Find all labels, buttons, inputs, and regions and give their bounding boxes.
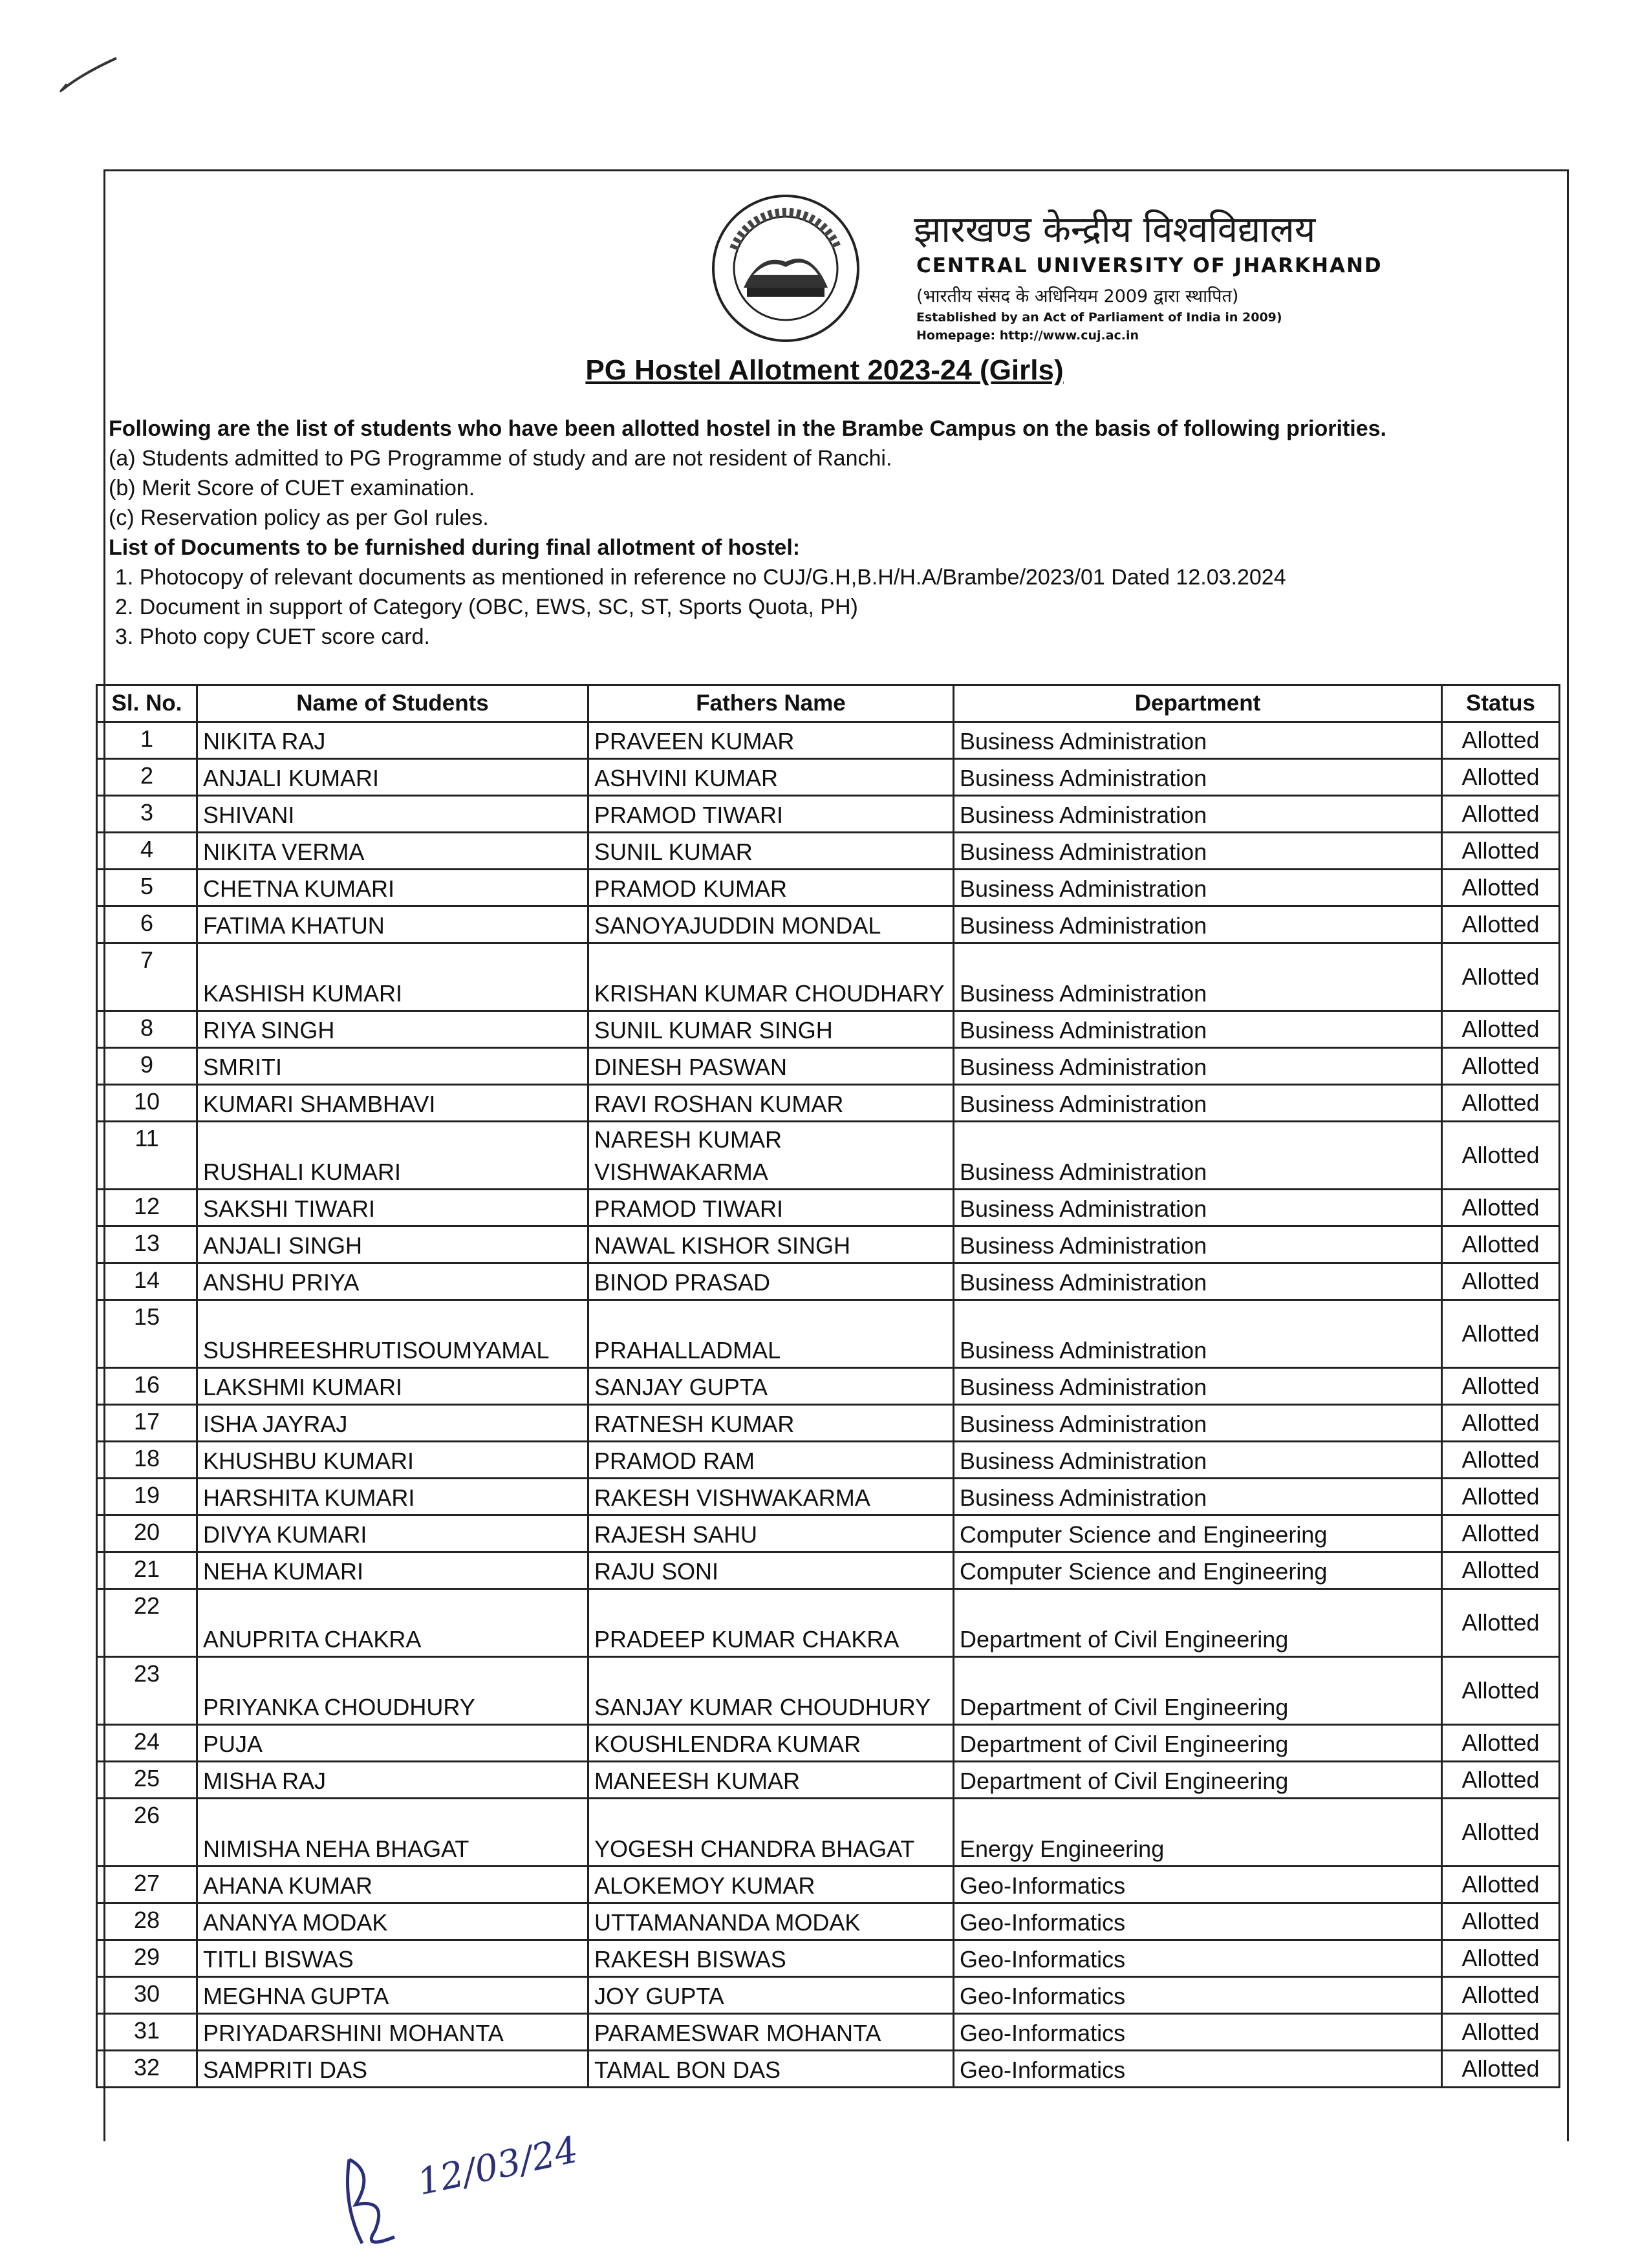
- cell-status: Allotted: [1442, 1190, 1560, 1226]
- cell-status: Allotted: [1442, 1011, 1560, 1048]
- table-row: [97, 1799, 1560, 1867]
- table-row: [97, 1122, 1560, 1190]
- table-row: [97, 1903, 1560, 1940]
- cell-sl-no: 11: [97, 1122, 197, 1190]
- cell-department: Geo-Informatics: [954, 1977, 1442, 2014]
- table-body: [97, 722, 1560, 2088]
- cell-student-name: NIKITA RAJ: [197, 722, 588, 759]
- establishment-act-hindi: (भारतीय संसद के अधिनियम 2009 द्वारा स्थापित): [916, 286, 1239, 306]
- cell-sl-no: 32: [97, 2051, 197, 2088]
- cell-student-name: KHUSHBU KUMARI: [197, 1442, 588, 1479]
- cell-student-name: PUJA: [197, 1725, 588, 1762]
- cell-father-name: MANEESH KUMAR: [588, 1762, 954, 1799]
- cell-sl-no: 16: [97, 1368, 197, 1405]
- table-row: [97, 1085, 1560, 1122]
- cell-status: Allotted: [1442, 1725, 1560, 1762]
- cell-father-name: PRAVEEN KUMAR: [588, 722, 954, 759]
- cell-sl-no: 13: [97, 1226, 197, 1263]
- cell-father-name: PRAMOD RAM: [588, 1442, 954, 1479]
- cell-father-name: RAKESH BISWAS: [588, 1940, 954, 1977]
- cell-department: Business Administration: [954, 1122, 1442, 1190]
- cell-student-name: ANUPRITA CHAKRA: [197, 1589, 588, 1657]
- table-row: [97, 759, 1560, 796]
- cell-department: Computer Science and Engineering: [954, 1515, 1442, 1552]
- cell-father-name: BINOD PRASAD: [588, 1263, 954, 1300]
- cell-sl-no: 14: [97, 1263, 197, 1300]
- allotment-table: [96, 684, 1560, 2088]
- table-row: [97, 2051, 1560, 2088]
- table-header-row: [97, 685, 1560, 722]
- cell-status: Allotted: [1442, 1903, 1560, 1940]
- page-title: PG Hostel Allotment 2023-24 (Girls): [585, 354, 1064, 386]
- pen-mark-icon: [55, 52, 126, 97]
- priority-a: (a) Students admitted to PG Programme of study and are not resident of Ranchi.: [109, 446, 892, 471]
- cell-father-name: PRADEEP KUMAR CHAKRA: [588, 1589, 954, 1657]
- cell-sl-no: 28: [97, 1903, 197, 1940]
- cell-status: Allotted: [1442, 943, 1560, 1011]
- table-row: [97, 1048, 1560, 1085]
- cell-student-name: SUSHREESHRUTISOUMYAMAL: [197, 1300, 588, 1368]
- cell-student-name: ANANYA MODAK: [197, 1903, 588, 1940]
- cell-student-name: NEHA KUMARI: [197, 1552, 588, 1589]
- table-row: [97, 1263, 1560, 1300]
- cell-status: Allotted: [1442, 759, 1560, 796]
- cell-status: Allotted: [1442, 870, 1560, 906]
- cell-department: Business Administration: [954, 833, 1442, 870]
- cell-father-name: NAWAL KISHOR SINGH: [588, 1226, 954, 1263]
- priority-c: (c) Reservation policy as per GoI rules.: [109, 506, 489, 530]
- cell-department: Business Administration: [954, 1085, 1442, 1122]
- cell-status: Allotted: [1442, 1867, 1560, 1903]
- table-row: [97, 1762, 1560, 1799]
- table-row: [97, 833, 1560, 870]
- cell-father-name: RAVI ROSHAN KUMAR: [588, 1085, 954, 1122]
- cell-sl-no: 20: [97, 1515, 197, 1552]
- university-seal-icon: [708, 191, 863, 346]
- cell-sl-no: 6: [97, 906, 197, 943]
- intro-section: [109, 414, 1557, 652]
- cell-student-name: ISHA JAYRAJ: [197, 1405, 588, 1442]
- cell-department: Business Administration: [954, 1300, 1442, 1368]
- cell-father-name: RAKESH VISHWAKARMA: [588, 1479, 954, 1515]
- cell-sl-no: 21: [97, 1552, 197, 1589]
- cell-department: Energy Engineering: [954, 1799, 1442, 1867]
- cell-father-name: KRISHAN KUMAR CHOUDHARY: [588, 943, 954, 1011]
- table-row: [97, 1442, 1560, 1479]
- cell-status: Allotted: [1442, 1515, 1560, 1552]
- table-row: [97, 1300, 1560, 1368]
- cell-student-name: HARSHITA KUMARI: [197, 1479, 588, 1515]
- cell-student-name: MISHA RAJ: [197, 1762, 588, 1799]
- table-row: [97, 722, 1560, 759]
- cell-student-name: PRIYADARSHINI MOHANTA: [197, 2014, 588, 2051]
- cell-status: Allotted: [1442, 1977, 1560, 2014]
- table-row: [97, 1589, 1560, 1657]
- cell-father-name: RAJU SONI: [588, 1552, 954, 1589]
- cell-father-name: PRAMOD TIWARI: [588, 796, 954, 833]
- cell-status: Allotted: [1442, 906, 1560, 943]
- cell-father-name: SANJAY KUMAR CHOUDHURY: [588, 1657, 954, 1725]
- cell-status: Allotted: [1442, 1762, 1560, 1799]
- table-row: [97, 1479, 1560, 1515]
- table-row: [97, 1368, 1560, 1405]
- cell-status: Allotted: [1442, 1799, 1560, 1867]
- cell-department: Department of Civil Engineering: [954, 1589, 1442, 1657]
- cell-department: Business Administration: [954, 1479, 1442, 1515]
- table-row: [97, 1515, 1560, 1552]
- cell-student-name: KUMARI SHAMBHAVI: [197, 1085, 588, 1122]
- cell-department: Department of Civil Engineering: [954, 1762, 1442, 1799]
- cell-department: Business Administration: [954, 1263, 1442, 1300]
- cell-student-name: LAKSHMI KUMARI: [197, 1368, 588, 1405]
- cell-student-name: SAKSHI TIWARI: [197, 1190, 588, 1226]
- documents-heading: List of Documents to be furnished during final allotment of hostel:: [109, 535, 801, 560]
- cell-sl-no: 10: [97, 1085, 197, 1122]
- cell-department: Business Administration: [954, 1011, 1442, 1048]
- university-header: [708, 191, 1419, 352]
- cell-student-name: AHANA KUMAR: [197, 1867, 588, 1903]
- cell-father-name: RAJESH SAHU: [588, 1515, 954, 1552]
- cell-sl-no: 18: [97, 1442, 197, 1479]
- cell-sl-no: 29: [97, 1940, 197, 1977]
- cell-sl-no: 7: [97, 943, 197, 1011]
- cell-student-name: FATIMA KHATUN: [197, 906, 588, 943]
- cell-sl-no: 23: [97, 1657, 197, 1725]
- cell-department: Computer Science and Engineering: [954, 1552, 1442, 1589]
- cell-sl-no: 2: [97, 759, 197, 796]
- cell-sl-no: 24: [97, 1725, 197, 1762]
- cell-student-name: ANJALI SINGH: [197, 1226, 588, 1263]
- cell-father-name: ALOKEMOY KUMAR: [588, 1867, 954, 1903]
- cell-student-name: RIYA SINGH: [197, 1011, 588, 1048]
- cell-status: Allotted: [1442, 2014, 1560, 2051]
- cell-sl-no: 25: [97, 1762, 197, 1799]
- document-item-2: 2. Document in support of Category (OBC, EWS, SC, ST, Sports Quota, PH): [115, 595, 858, 619]
- cell-status: Allotted: [1442, 1226, 1560, 1263]
- cell-sl-no: 19: [97, 1479, 197, 1515]
- cell-sl-no: 1: [97, 722, 197, 759]
- cell-student-name: CHETNA KUMARI: [197, 870, 588, 906]
- cell-department: Business Administration: [954, 1190, 1442, 1226]
- table-row: [97, 1725, 1560, 1762]
- table-row: [97, 1867, 1560, 1903]
- cell-father-name: PRAMOD KUMAR: [588, 870, 954, 906]
- cell-student-name: SHIVANI: [197, 796, 588, 833]
- cell-father-name: SANOYAJUDDIN MONDAL: [588, 906, 954, 943]
- cell-status: Allotted: [1442, 1552, 1560, 1589]
- cell-status: Allotted: [1442, 1368, 1560, 1405]
- cell-student-name: DIVYA KUMARI: [197, 1515, 588, 1552]
- table-row: [97, 870, 1560, 906]
- cell-status: Allotted: [1442, 1122, 1560, 1190]
- cell-sl-no: 27: [97, 1867, 197, 1903]
- cell-sl-no: 22: [97, 1589, 197, 1657]
- cell-father-name: DINESH PASWAN: [588, 1048, 954, 1085]
- table-row: [97, 2014, 1560, 2051]
- cell-department: Business Administration: [954, 722, 1442, 759]
- header-student-name: Name of Students: [197, 685, 588, 722]
- table-row: [97, 796, 1560, 833]
- cell-father-name: TAMAL BON DAS: [588, 2051, 954, 2088]
- cell-sl-no: 15: [97, 1300, 197, 1368]
- cell-student-name: ANSHU PRIYA: [197, 1263, 588, 1300]
- cell-status: Allotted: [1442, 1048, 1560, 1085]
- table-row: [97, 943, 1560, 1011]
- intro-lead: Following are the list of students who have been allotted hostel in the Brambe Campus on the basis of following priorities.: [109, 416, 1386, 441]
- cell-sl-no: 26: [97, 1799, 197, 1867]
- cell-status: Allotted: [1442, 2051, 1560, 2088]
- university-name-hindi: झारखण्ड केन्द्रीय विश्वविद्यालय: [914, 209, 1316, 251]
- cell-department: Geo-Informatics: [954, 1940, 1442, 1977]
- cell-father-name: YOGESH CHANDRA BHAGAT: [588, 1799, 954, 1867]
- cell-student-name: RUSHALI KUMARI: [197, 1122, 588, 1190]
- cell-department: Department of Civil Engineering: [954, 1657, 1442, 1725]
- homepage-url: Homepage: http://www.cuj.ac.in: [916, 328, 1139, 343]
- cell-department: Business Administration: [954, 1368, 1442, 1405]
- cell-department: Business Administration: [954, 1048, 1442, 1085]
- cell-student-name: NIKITA VERMA: [197, 833, 588, 870]
- cell-father-name: SANJAY GUPTA: [588, 1368, 954, 1405]
- cell-sl-no: 9: [97, 1048, 197, 1085]
- cell-student-name: MEGHNA GUPTA: [197, 1977, 588, 2014]
- cell-status: Allotted: [1442, 1263, 1560, 1300]
- table-row: [97, 1552, 1560, 1589]
- cell-father-name: NARESH KUMAR VISHWAKARMA: [588, 1122, 954, 1190]
- document-item-3: 3. Photo copy CUET score card.: [115, 625, 430, 649]
- cell-student-name: NIMISHA NEHA BHAGAT: [197, 1799, 588, 1867]
- cell-sl-no: 12: [97, 1190, 197, 1226]
- cell-status: Allotted: [1442, 833, 1560, 870]
- cell-department: Geo-Informatics: [954, 2014, 1442, 2051]
- cell-department: Business Administration: [954, 1226, 1442, 1263]
- cell-department: Geo-Informatics: [954, 1867, 1442, 1903]
- cell-department: Business Administration: [954, 943, 1442, 1011]
- establishment-note: Established by an Act of Parliament of India in 2009): [916, 310, 1282, 325]
- cell-sl-no: 31: [97, 2014, 197, 2051]
- table-row: [97, 1657, 1560, 1725]
- cell-status: Allotted: [1442, 1940, 1560, 1977]
- header-status: Status: [1442, 685, 1560, 722]
- cell-sl-no: 17: [97, 1405, 197, 1442]
- cell-father-name: PARAMESWAR MOHANTA: [588, 2014, 954, 2051]
- signature-date: 12/03/24: [414, 2128, 582, 2204]
- cell-student-name: SAMPRITI DAS: [197, 2051, 588, 2088]
- cell-father-name: UTTAMANANDA MODAK: [588, 1903, 954, 1940]
- cell-status: Allotted: [1442, 1589, 1560, 1657]
- cell-sl-no: 8: [97, 1011, 197, 1048]
- table-row: [97, 906, 1560, 943]
- cell-father-name: ASHVINI KUMAR: [588, 759, 954, 796]
- cell-sl-no: 3: [97, 796, 197, 833]
- cell-department: Geo-Informatics: [954, 2051, 1442, 2088]
- cell-status: Allotted: [1442, 1657, 1560, 1725]
- cell-father-name: RATNESH KUMAR: [588, 1405, 954, 1442]
- cell-status: Allotted: [1442, 1300, 1560, 1368]
- cell-sl-no: 4: [97, 833, 197, 870]
- university-name-english: CENTRAL UNIVERSITY OF JHARKHAND: [916, 254, 1383, 277]
- header-department: Department: [954, 685, 1442, 722]
- cell-status: Allotted: [1442, 796, 1560, 833]
- cell-father-name: KOUSHLENDRA KUMAR: [588, 1725, 954, 1762]
- cell-sl-no: 5: [97, 870, 197, 906]
- cell-student-name: ANJALI KUMARI: [197, 759, 588, 796]
- cell-father-name: PRAMOD TIWARI: [588, 1190, 954, 1226]
- cell-department: Geo-Informatics: [954, 1903, 1442, 1940]
- cell-status: Allotted: [1442, 1085, 1560, 1122]
- header-sl-no: Sl. No.: [97, 685, 197, 722]
- table-row: [97, 1226, 1560, 1263]
- cell-student-name: PRIYANKA CHOUDHURY: [197, 1657, 588, 1725]
- cell-status: Allotted: [1442, 1405, 1560, 1442]
- header-father-name: Fathers Name: [588, 685, 954, 722]
- cell-father-name: SUNIL KUMAR SINGH: [588, 1011, 954, 1048]
- cell-father-name: SUNIL KUMAR: [588, 833, 954, 870]
- cell-department: Business Administration: [954, 1405, 1442, 1442]
- table-row: [97, 1977, 1560, 2014]
- document-item-1: 1. Photocopy of relevant documents as mentioned in reference no CUJ/G.H,B.H/H.A/Brambe/2023/01 Dated 12.03.2024: [115, 565, 1286, 590]
- table-row: [97, 1011, 1560, 1048]
- cell-department: Business Administration: [954, 796, 1442, 833]
- table-row: [97, 1405, 1560, 1442]
- cell-student-name: TITLI BISWAS: [197, 1940, 588, 1977]
- table-row: [97, 1190, 1560, 1226]
- cell-status: Allotted: [1442, 1442, 1560, 1479]
- table-row: [97, 1940, 1560, 1977]
- cell-sl-no: 30: [97, 1977, 197, 2014]
- cell-father-name: JOY GUPTA: [588, 1977, 954, 2014]
- cell-status: Allotted: [1442, 1479, 1560, 1515]
- priority-b: (b) Merit Score of CUET examination.: [109, 476, 475, 500]
- cell-department: Department of Civil Engineering: [954, 1725, 1442, 1762]
- cell-department: Business Administration: [954, 870, 1442, 906]
- cell-department: Business Administration: [954, 906, 1442, 943]
- cell-father-name: PRAHALLADMAL: [588, 1300, 954, 1368]
- cell-department: Business Administration: [954, 759, 1442, 796]
- cell-student-name: KASHISH KUMARI: [197, 943, 588, 1011]
- cell-student-name: SMRITI: [197, 1048, 588, 1085]
- cell-status: Allotted: [1442, 722, 1560, 759]
- cell-department: Business Administration: [954, 1442, 1442, 1479]
